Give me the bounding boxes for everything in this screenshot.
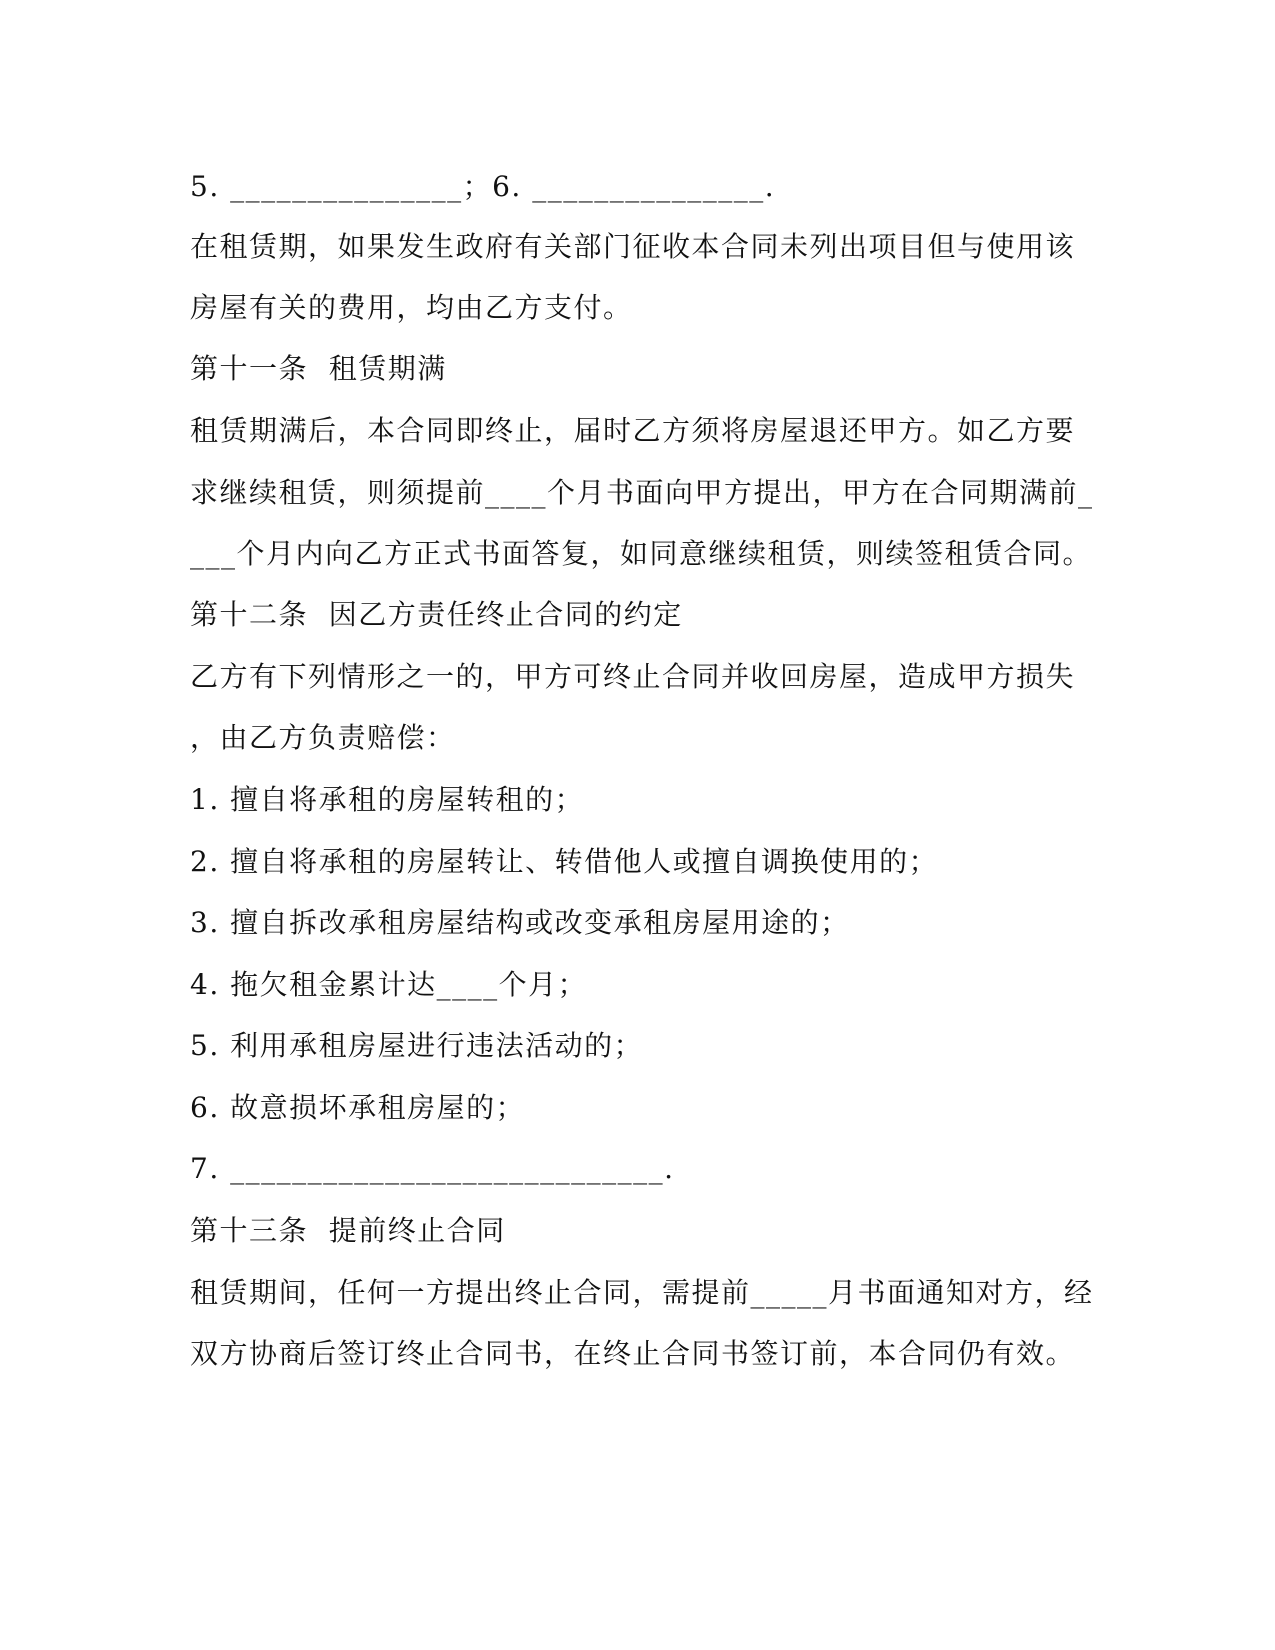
paragraph-line: 租赁期间，任何一方提出终止合同，需提前_____月书面通知对方，经 xyxy=(190,1276,1094,1309)
paragraph-line: ___个月内向乙方正式书面答复，如同意继续租赁，则续签租赁合同。 xyxy=(190,537,1093,570)
article-13-heading: 第十三条 提前终止合同 xyxy=(190,1214,506,1247)
paragraph-line: 求继续租赁，则须提前____个月书面向甲方提出，甲方在合同期满前_ xyxy=(190,476,1094,509)
list-item-5: 5. 利用承租房屋进行违法活动的； xyxy=(190,1029,644,1062)
paragraph-line: 在租赁期，如果发生政府有关部门征收本合同未列出项目但与使用该 xyxy=(190,230,1076,263)
list-item-1: 1. 擅自将承租的房屋转租的； xyxy=(190,783,585,816)
paragraph-line: ，由乙方负责赔偿： xyxy=(190,721,456,754)
list-item-2: 2. 擅自将承租的房屋转让、转借他人或擅自调换使用的； xyxy=(190,845,939,878)
blank-items-5-6: 5. _______________；6. _______________. xyxy=(190,170,776,203)
article-11-heading: 第十一条 租赁期满 xyxy=(190,352,447,385)
paragraph-line: 乙方有下列情形之一的，甲方可终止合同并收回房屋，造成甲方损失 xyxy=(190,660,1076,693)
article-12-heading: 第十二条 因乙方责任终止合同的约定 xyxy=(190,598,683,631)
list-item-3: 3. 擅自拆改承租房屋结构或改变承租房屋用途的； xyxy=(190,906,850,939)
paragraph-line: 租赁期满后，本合同即终止，届时乙方须将房屋退还甲方。如乙方要 xyxy=(190,414,1076,447)
paragraph-line: 双方协商后签订终止合同书，在终止合同书签订前，本合同仍有效。 xyxy=(190,1337,1076,1370)
list-item-6: 6. 故意损坏承租房屋的； xyxy=(190,1091,526,1124)
paragraph-line: 房屋有关的费用，均由乙方支付。 xyxy=(190,291,633,324)
list-item-7: 7. ____________________________. xyxy=(190,1152,675,1185)
list-item-4: 4. 拖欠租金累计达____个月； xyxy=(190,968,588,1001)
